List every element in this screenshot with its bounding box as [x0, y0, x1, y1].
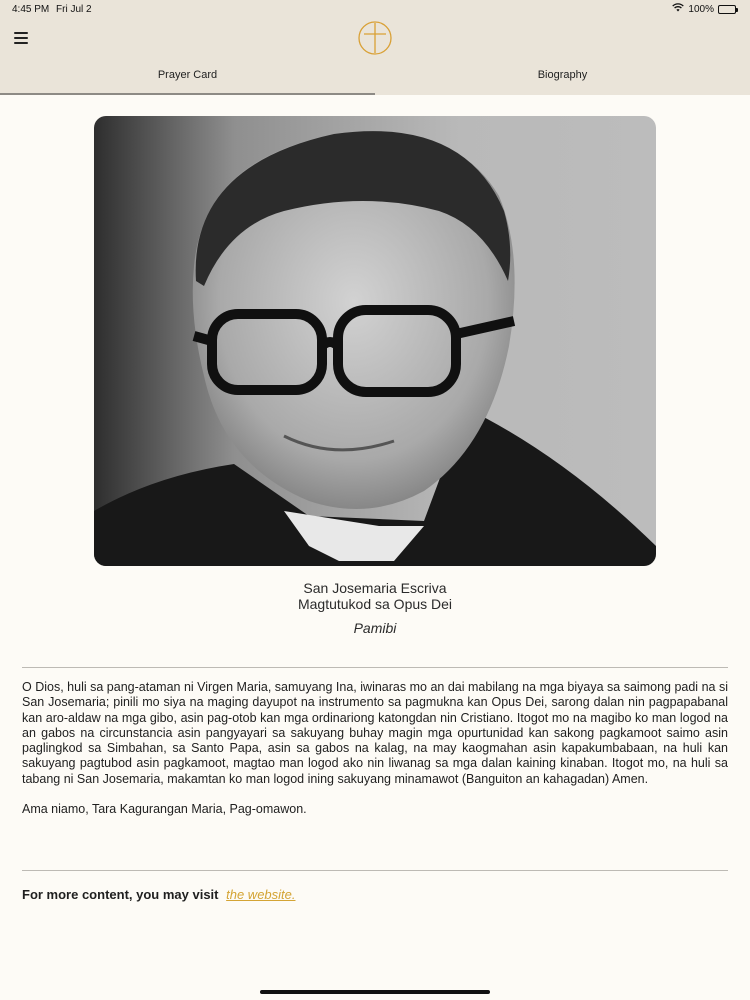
- website-link[interactable]: the website.: [226, 887, 296, 902]
- tab-label: Biography: [537, 69, 588, 81]
- saint-title: Magtutukod sa Opus Dei: [297, 596, 453, 612]
- more-content-text: For more content, you may visit: [22, 887, 219, 902]
- tab-label: Prayer Card: [157, 69, 218, 81]
- prayer-heading: Pamibi: [353, 620, 397, 636]
- battery-icon: [718, 5, 736, 14]
- home-indicator[interactable]: [260, 990, 490, 994]
- hamburger-menu-icon[interactable]: [14, 32, 28, 44]
- wifi-icon: [672, 3, 684, 15]
- prayer-paragraph: O Dios, huli sa pang-ataman ni Virgen Maria, samuyang Ina, iwinaras mo an dai mabilang na mga biyaya sa saimong padi na si San Josemaria; pinili mo siya na maging dayupot na instrumento sa pagmukna kan Opus Dei, sarong dalan nin pagpapabanal kan aro-aldaw na mga gibo, asin pag-otob kan mga ordinariong katongdan nin Cristiano. Itogot mo na magibo ko man logod na an gabos na circunstancia asin pangyayari sa sakuyang buhay magin mga opurtunidad kan sakong pagkamoot saimo asin paglingkod sa Simbahan, sa Santo Papa, asin sa gabos na kalag, na may kaogmahan asin kapakumbabaan, na huli kan sakuyang pagtubod asin pagkamoot, magtao man logod ako nin liwanag sa mga dalan kaining kinaban. Itogot mo, na huli sa tabang ni San Josemaria, makamtan ko man logod ining sakuyang minamawot (Banguiton an kahagadan) Amen.: [22, 680, 728, 786]
- top-bar: [0, 0, 750, 95]
- divider: [22, 667, 728, 668]
- battery-percent: 100%: [688, 3, 714, 15]
- saint-name: San Josemaria Escriva: [303, 580, 447, 596]
- prayer-text: [22, 680, 728, 832]
- cross-circle-logo-icon: [357, 20, 393, 56]
- prayer-paragraph: Ama niamo, Tara Kagurangan Maria, Pag-omawon.: [22, 802, 307, 817]
- divider: [22, 870, 728, 871]
- saint-portrait-image: [94, 116, 656, 566]
- tab-biography[interactable]: [375, 64, 750, 95]
- tab-bar: [0, 64, 750, 95]
- status-right: [672, 3, 736, 15]
- more-content-footer: [22, 887, 296, 902]
- portrait-caption: [0, 580, 750, 636]
- status-date: Fri Jul 2: [56, 4, 92, 15]
- tab-prayer-card[interactable]: [0, 64, 375, 95]
- status-time: 4:45 PM: [12, 4, 50, 15]
